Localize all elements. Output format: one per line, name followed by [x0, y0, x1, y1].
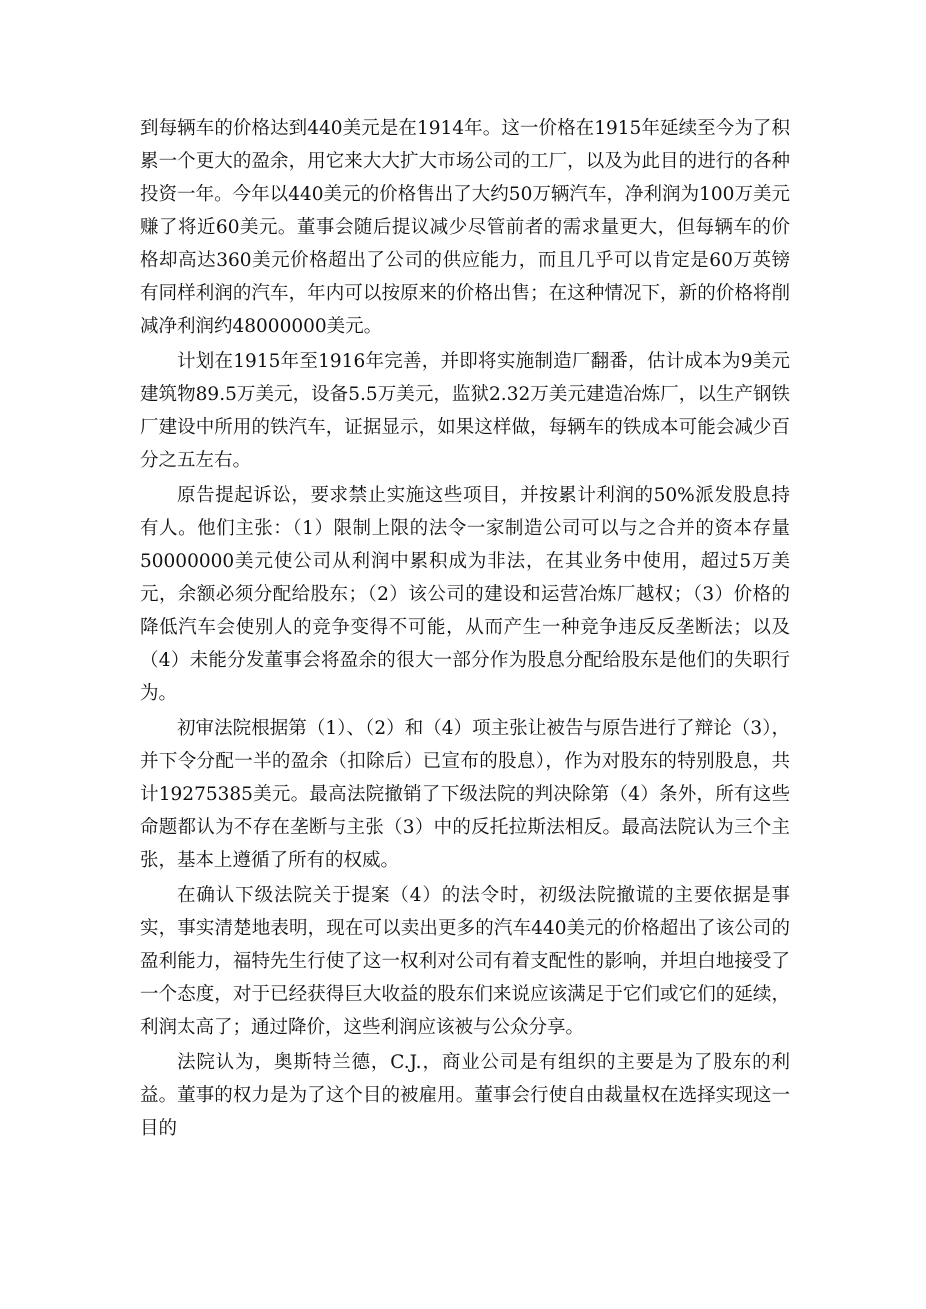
paragraph-6: 法院认为，奥斯特兰德，C.J.，商业公司是有组织的主要是为了股东的利益。董事的权力是为了这个目的被雇用。董事会行使自由裁量权在选择实现这一目的 — [140, 1052, 790, 1139]
document-body — [140, 112, 790, 1147]
paragraph-1: 到每辆车的价格达到440美元是在1914年。这一价格在1915年延续至今为了积累一个更大的盈余，用它来大大扩大市场公司的工厂，以及为此目的进行的各种投资一年。今年以440美元的价格售出了大约50万辆汽车，净利润为100万美元赚了将近60美元。董事会随后提议减少尽管前者的需求量更大，但每辆车的价格却高达360美元价格超出了公司的供应能力，而且几乎可以肯定是60万英镑有同样利润的汽车，年内可以按原来的价格出售；在这种情况下，新的价格将削减净利润约48000000美元。 — [140, 118, 790, 337]
paragraph-4: 初审法院根据第（1）、（2）和（4）项主张让被告与原告进行了辩论（3），并下令分配一半的盈余（扣除后）已宣布的股息），作为对股东的特别股息，共计19275385美元。最高法院撤销了下级法院的判决除第（4）条外，所有这些命题都认为不存在垄断与主张（3）中的反托拉斯法相反。最高法院认为三个主张，基本上遵循了所有的权威。 — [140, 718, 790, 871]
paragraph-5: 在确认下级法院关于提案（4）的法令时，初级法院撤谎的主要依据是事实，事实清楚地表明，现在可以卖出更多的汽车440美元的价格超出了该公司的盈利能力，福特先生行使了这一权利对公司有着支配性的影响，并坦白地接受了一个态度，对于已经获得巨大收益的股东们来说应该满足于它们或它们的延续，利润太高了；通过降价，这些利润应该被与公众分享。 — [140, 885, 790, 1038]
paragraph-3: 原告提起诉讼，要求禁止实施这些项目，并按累计利润的50%派发股息持有人。他们主张：（1）限制上限的法令一家制造公司可以与之合并的资本存量50000000美元使公司从利润中累积成为非法，在其业务中使用，超过5万美元，余额必须分配给股东；（2）该公司的建设和运营冶炼厂越权；（3）价格的降低汽车会使别人的竞争变得不可能，从而产生一种竞争违反反垄断法；以及（4）未能分发董事会将盈余的很大一部分作为股息分配给股东是他们的失职行为。 — [140, 485, 790, 704]
paragraph-2: 计划在1915年至1916年完善，并即将实施制造厂翻番，估计成本为9美元建筑物89.5万美元，设备5.5万美元，监狱2.32万美元建造冶炼厂，以生产钢铁厂建设中所用的铁汽车，证据显示，如果这样做，每辆车的铁成本可能会减少百分之五左右。 — [140, 351, 790, 471]
